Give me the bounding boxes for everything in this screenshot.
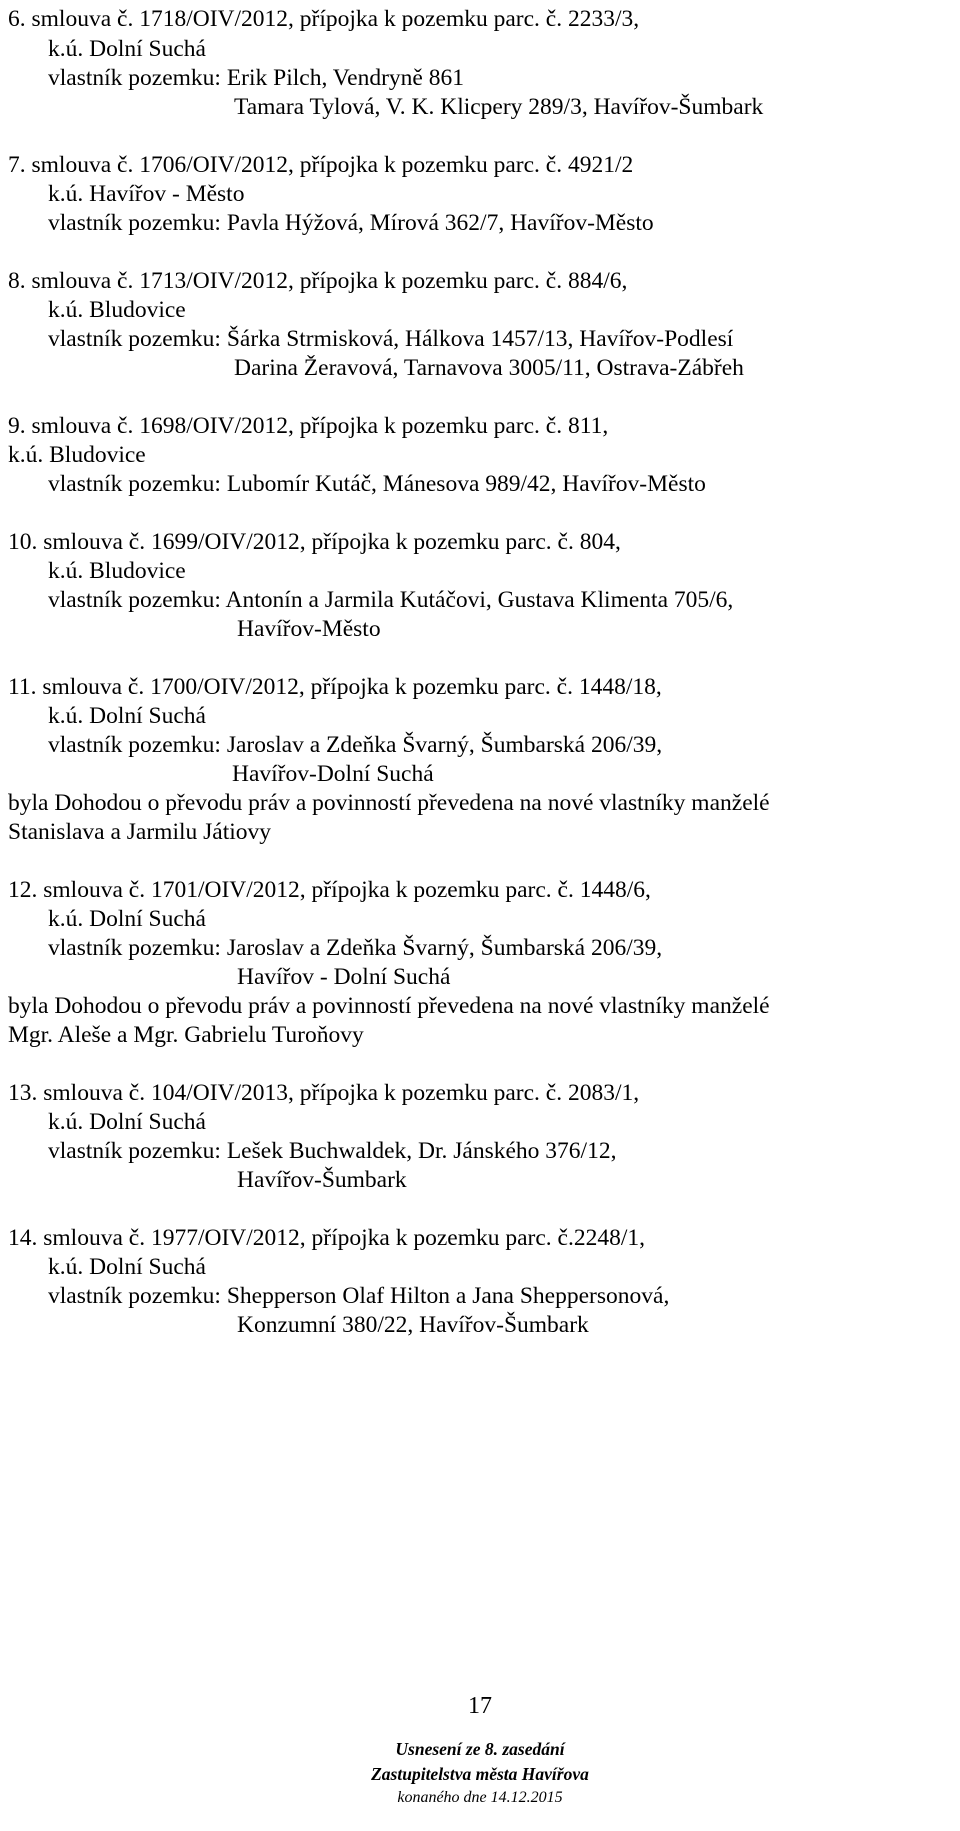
contract-11-owner-2: Havířov-Dolní Suchá: [232, 761, 434, 787]
contract-12-owner: vlastník pozemku: Jaroslav a Zdeňka Švarný, Šumbarská 206/39,: [48, 935, 663, 961]
contract-10-cadastral: k.ú. Bludovice: [48, 558, 186, 584]
contract-7-heading: 7. smlouva č. 1706/OIV/2012, přípojka k pozemku parc. č. 4921/2: [8, 152, 634, 178]
contract-8-owner-2: Darina Žeravová, Tarnavova 3005/11, Ostrava-Zábřeh: [234, 355, 744, 381]
contract-11-heading: 11. smlouva č. 1700/OIV/2012, přípojka k pozemku parc. č. 1448/18,: [8, 674, 662, 700]
contract-8-heading: 8. smlouva č. 1713/OIV/2012, přípojka k pozemku parc. č. 884/6,: [8, 268, 628, 294]
contract-12-transfer-recipients: Mgr. Aleše a Mgr. Gabrielu Turoňovy: [8, 1022, 364, 1048]
contract-13-cadastral: k.ú. Dolní Suchá: [48, 1109, 206, 1135]
contract-10-owner: vlastník pozemku: Antonín a Jarmila Kutáčovi, Gustava Klimenta 705/6,: [48, 587, 734, 613]
contract-7-owner: vlastník pozemku: Pavla Hýžová, Mírová 362/7, Havířov-Město: [48, 210, 654, 236]
contract-11-transfer-note: byla Dohodou o převodu práv a povinností převedena na nové vlastníky manželé: [8, 790, 770, 816]
contract-13-owner: vlastník pozemku: Lešek Buchwaldek, Dr. Jánského 376/12,: [48, 1138, 617, 1164]
contract-9-cadastral: k.ú. Bludovice: [8, 442, 146, 468]
contract-9-heading: 9. smlouva č. 1698/OIV/2012, přípojka k pozemku parc. č. 811,: [8, 413, 609, 439]
contract-14-owner: vlastník pozemku: Shepperson Olaf Hilton a Jana Sheppersonová,: [48, 1283, 670, 1309]
contract-7-cadastral: k.ú. Havířov - Město: [48, 181, 245, 207]
contract-13-heading: 13. smlouva č. 104/OIV/2013, přípojka k pozemku parc. č. 2083/1,: [8, 1080, 640, 1106]
contract-11-cadastral: k.ú. Dolní Suchá: [48, 703, 206, 729]
contract-10-owner-2: Havířov-Město: [237, 616, 381, 642]
contract-8-cadastral: k.ú. Bludovice: [48, 297, 186, 323]
contract-8-owner: vlastník pozemku: Šárka Strmisková, Hálkova 1457/13, Havířov-Podlesí: [48, 326, 734, 352]
contract-14-cadastral: k.ú. Dolní Suchá: [48, 1254, 206, 1280]
footer-meeting-date: konaného dne 14.12.2015: [397, 1789, 563, 1806]
footer-council-name: Zastupitelstva města Havířova: [371, 1764, 589, 1784]
contract-14-owner-2: Konzumní 380/22, Havířov-Šumbark: [237, 1312, 589, 1338]
contract-6-heading: 6. smlouva č. 1718/OIV/2012, přípojka k pozemku parc. č. 2233/3,: [8, 6, 640, 32]
contract-14-heading: 14. smlouva č. 1977/OIV/2012, přípojka k pozemku parc. č.2248/1,: [8, 1225, 645, 1251]
contract-9-owner: vlastník pozemku: Lubomír Kutáč, Mánesova 989/42, Havířov-Město: [48, 471, 706, 497]
contract-11-transfer-recipients: Stanislava a Jarmilu Játiovy: [8, 819, 272, 845]
contract-6-owner: vlastník pozemku: Erik Pilch, Vendryně 861: [48, 65, 464, 91]
contract-12-transfer-note: byla Dohodou o převodu práv a povinností převedena na nové vlastníky manželé: [8, 993, 770, 1019]
contract-12-heading: 12. smlouva č. 1701/OIV/2012, přípojka k pozemku parc. č. 1448/6,: [8, 877, 651, 903]
contract-12-cadastral: k.ú. Dolní Suchá: [48, 906, 206, 932]
contract-12-owner-2: Havířov - Dolní Suchá: [237, 964, 451, 990]
footer-resolution-title: Usnesení ze 8. zasedání: [395, 1739, 565, 1759]
contract-10-heading: 10. smlouva č. 1699/OIV/2012, přípojka k pozemku parc. č. 804,: [8, 529, 621, 555]
contract-11-owner: vlastník pozemku: Jaroslav a Zdeňka Švarný, Šumbarská 206/39,: [48, 732, 663, 758]
contract-6-owner-2: Tamara Tylová, V. K. Klicpery 289/3, Havířov-Šumbark: [234, 94, 764, 120]
contract-6-cadastral: k.ú. Dolní Suchá: [48, 36, 206, 62]
contract-13-owner-2: Havířov-Šumbark: [237, 1167, 407, 1193]
page-number: 17: [468, 1693, 492, 1719]
